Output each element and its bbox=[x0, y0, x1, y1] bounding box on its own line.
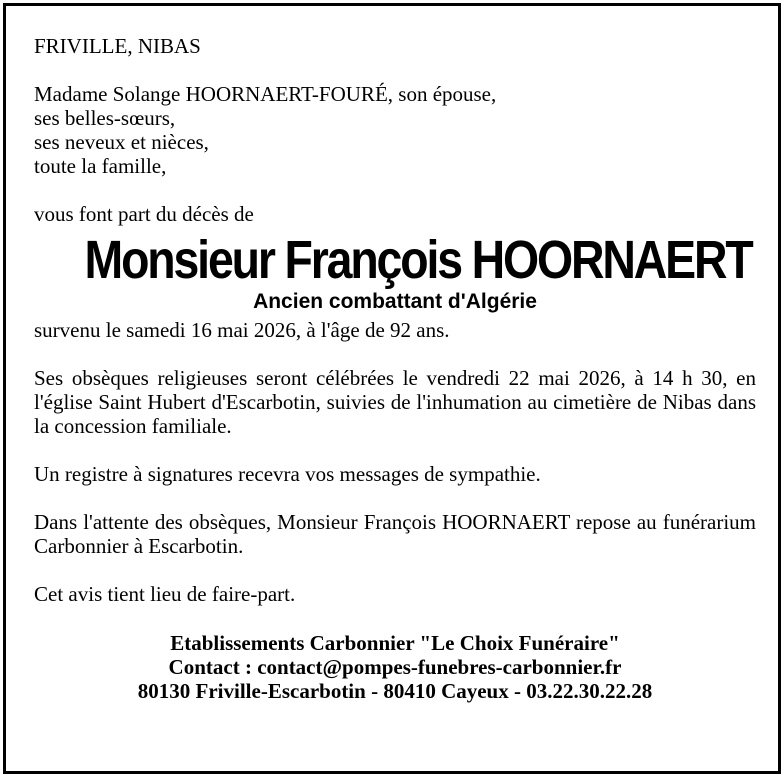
deceased-name: Monsieur François HOORNAERT bbox=[84, 230, 752, 290]
notice-info: Cet avis tient lieu de faire-part. bbox=[34, 582, 296, 606]
funeral-info: Ses obsèques religieuses seront célébrées le vendredi 22 mai 2026, à 14 h 30, en l'église Saint Hubert d'Escarbotin, suivies de l'inhumation au cimetière de Nibas dans la concession familiale. bbox=[34, 366, 756, 438]
death-info: survenu le samedi 16 mai 2026, à l'âge de 92 ans. bbox=[34, 318, 450, 342]
family-line: ses neveux et nièces, bbox=[34, 130, 209, 154]
announcement-intro: vous font part du décès de bbox=[34, 202, 254, 226]
obituary-frame bbox=[3, 3, 781, 774]
funeral-home-address: 80130 Friville-Escarbotin - 80410 Cayeux - 03.22.30.22.28 bbox=[137, 679, 653, 703]
deceased-title: Ancien combattant d'Algérie bbox=[253, 290, 537, 313]
family-line: toute la famille, bbox=[34, 154, 167, 178]
family-line: Madame Solange HOORNAERT-FOURÉ, son épouse, bbox=[34, 82, 497, 106]
funeral-home-footer bbox=[34, 631, 756, 703]
family-line: ses belles-sœurs, bbox=[34, 106, 176, 130]
funeral-home-name: Etablissements Carbonnier "Le Choix Funéraire" bbox=[170, 631, 620, 655]
funeral-home-contact: Contact : contact@pompes-funebres-carbonnier.fr bbox=[168, 655, 622, 679]
repose-info: Dans l'attente des obsèques, Monsieur François HOORNAERT repose au funérarium Carbonnier à Escarbotin. bbox=[34, 510, 756, 558]
registry-info: Un registre à signatures recevra vos messages de sympathie. bbox=[34, 462, 541, 486]
family-list bbox=[34, 82, 756, 178]
obituary-content bbox=[34, 34, 756, 703]
locations-line: FRIVILLE, NIBAS bbox=[34, 34, 201, 58]
